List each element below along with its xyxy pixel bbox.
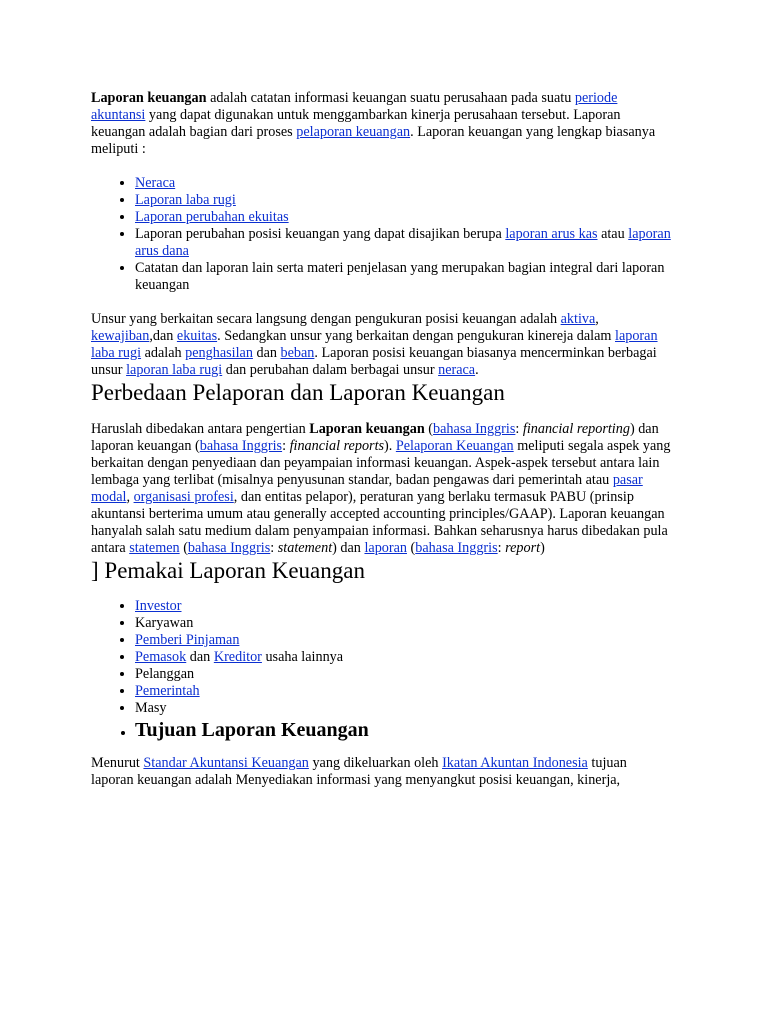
text: , (126, 489, 134, 505)
link-bahasa-inggris-4[interactable]: bahasa Inggris (415, 540, 498, 556)
elements-paragraph (91, 311, 671, 379)
link-laporan-arus-kas[interactable]: laporan arus kas (505, 226, 598, 242)
text: ( (179, 540, 188, 556)
link-bahasa-inggris-2[interactable]: bahasa Inggris (199, 438, 283, 454)
text: ) dan (332, 540, 365, 556)
heading-perbedaan: Perbedaan Pelaporan dan Laporan Keuangan (91, 380, 505, 405)
list-item (135, 666, 671, 683)
list-item (135, 700, 671, 717)
text: adalah catatan informasi keuangan suatu perusahaan pada suatu (206, 90, 575, 106)
text: dan perubahan dalam berbagai unsur (222, 362, 439, 378)
term-italic: report (505, 540, 541, 556)
text: Pelanggan (135, 666, 195, 682)
text: dan (252, 345, 281, 361)
link-pemberi-pinjaman[interactable]: Pemberi Pinjaman (135, 632, 240, 648)
link-laporan-laba-rugi-2[interactable]: laporan laba rugi (126, 362, 223, 378)
text: . (475, 362, 479, 378)
list-item (135, 598, 671, 615)
text: Menurut (91, 755, 144, 771)
text: Haruslah dibedakan antara pengertian (91, 421, 310, 437)
term-italic: financial reporting (522, 421, 630, 437)
link-laporan-laba-rugi[interactable]: Laporan laba rugi (135, 192, 236, 208)
text: ( (424, 421, 434, 437)
link-statemen[interactable]: statemen (129, 540, 180, 556)
list-item (135, 260, 671, 294)
link-bahasa-inggris-1[interactable]: bahasa Inggris (433, 421, 516, 437)
text: yang dapat digunakan untuk menggambarkan kinerja perusahaan tersebut. Laporan keuangan adalah bagian dari proses (91, 107, 621, 140)
text: , dan entitas pelapor), peraturan yang berlaku termasuk PABU (prinsip akuntansi berterima umum atau generally accepted accounting principles/GAAP). Laporan keuangan hanyalah salah satu medium dalam penyampaian informasi. Bahkan seharusnya harus dibedakan pula antara (91, 489, 668, 556)
link-neraca-inline[interactable]: neraca (438, 362, 476, 378)
link-neraca[interactable]: Neraca (135, 175, 176, 191)
term-bold: Laporan keuangan (309, 421, 425, 437)
link-bahasa-inggris-3[interactable]: bahasa Inggris (187, 540, 271, 556)
term-italic: financial reports (289, 438, 385, 454)
text: meliputi segala aspek yang berkaitan dengan penyediaan dan peyampaian informasi keuangan. Aspek-aspek tersebut antara lain lembaga yang terlibat (misalnya penyusunan standar, badan pengawas dari pemerintah atau (91, 438, 671, 488)
link-standar-akuntansi-keuangan[interactable]: Standar Akuntansi Keuangan (143, 755, 309, 771)
term-bold: Laporan keuangan (91, 90, 207, 106)
heading-pemakai: ] Pemakai Laporan Keuangan (91, 558, 365, 583)
link-beban[interactable]: beban (280, 345, 315, 361)
link-pemerintah[interactable]: Pemerintah (135, 683, 200, 699)
text: ,dan (149, 328, 177, 344)
users-list (91, 598, 671, 742)
text: dan (186, 649, 214, 665)
text: . Sedangkan unsur yang berkaitan dengan pengukuran kinereja dalam (217, 328, 615, 344)
report-components-list (91, 175, 671, 294)
link-pelaporan-keuangan-2[interactable]: Pelaporan Keuangan (395, 438, 514, 454)
text: Unsur yang berkaitan secara langsung dengan pengukuran posisi keuangan adalah (91, 311, 561, 327)
list-item (135, 649, 671, 666)
text: Masy (135, 700, 167, 716)
text: atau (597, 226, 629, 242)
link-investor[interactable]: Investor (135, 598, 182, 614)
text: adalah (141, 345, 186, 361)
link-ikatan-akuntan-indonesia[interactable]: Ikatan Akuntan Indonesia (442, 755, 588, 771)
text: Laporan perubahan posisi keuangan yang dapat disajikan berupa (135, 226, 506, 242)
link-periode-akuntansi[interactable]: periode akuntansi (91, 90, 618, 123)
list-item (135, 683, 671, 700)
link-kewajiban[interactable]: kewajiban (91, 328, 150, 344)
difference-paragraph (91, 421, 671, 557)
text: ) (540, 540, 545, 556)
link-aktiva[interactable]: aktiva (560, 311, 596, 327)
text: : (282, 438, 290, 454)
term-italic: statement (277, 540, 333, 556)
link-laporan-arus-dana[interactable]: laporan arus dana (135, 226, 671, 259)
heading-tujuan: • Tujuan Laporan Keuangan (135, 718, 671, 742)
list-item (135, 226, 671, 260)
link-ekuitas[interactable]: ekuitas (176, 328, 218, 344)
text: tujuan laporan keuangan adalah Menyediakan informasi yang menyangkut posisi keuangan, kinerja, (91, 755, 627, 788)
text: yang dikeluarkan oleh (308, 755, 443, 771)
text: usaha lainnya (261, 649, 344, 665)
text: : (497, 540, 506, 556)
link-kreditor[interactable]: Kreditor (213, 649, 262, 665)
text: . Laporan posisi keuangan biasanya mencerminkan berbagai unsur (91, 345, 657, 378)
link-organisasi-profesi[interactable]: organisasi profesi (133, 489, 234, 505)
link-pasar-modal[interactable]: pasar modal (91, 472, 643, 505)
text: : (270, 540, 278, 556)
text: Catatan dan laporan lain serta materi penjelasan yang merupakan bagian integral dari laporan keuangan (135, 260, 665, 293)
link-laporan[interactable]: laporan (364, 540, 407, 556)
text: ) dan laporan keuangan ( (91, 421, 659, 454)
text: : (515, 421, 523, 437)
link-pelaporan-keuangan[interactable]: pelaporan keuangan (296, 124, 411, 140)
list-item (135, 615, 671, 632)
link-laporan-laba-rugi-1[interactable]: laporan laba rugi (91, 328, 658, 361)
list-item (135, 632, 671, 649)
link-pemasok[interactable]: Pemasok (135, 649, 187, 665)
link-penghasilan[interactable]: penghasilan (185, 345, 253, 361)
link-laporan-perubahan-ekuitas[interactable]: Laporan perubahan ekuitas (135, 209, 289, 225)
text: ). (384, 438, 396, 454)
purpose-paragraph (91, 755, 671, 789)
text: . Laporan keuangan yang lengkap biasanya meliputi : (91, 124, 656, 157)
text: ( (407, 540, 416, 556)
text: , (595, 311, 599, 327)
text: Karyawan (135, 615, 194, 631)
list-item (135, 175, 671, 192)
list-item (135, 209, 671, 226)
list-item (135, 192, 671, 209)
article-body (91, 90, 671, 789)
intro-paragraph (91, 90, 671, 158)
